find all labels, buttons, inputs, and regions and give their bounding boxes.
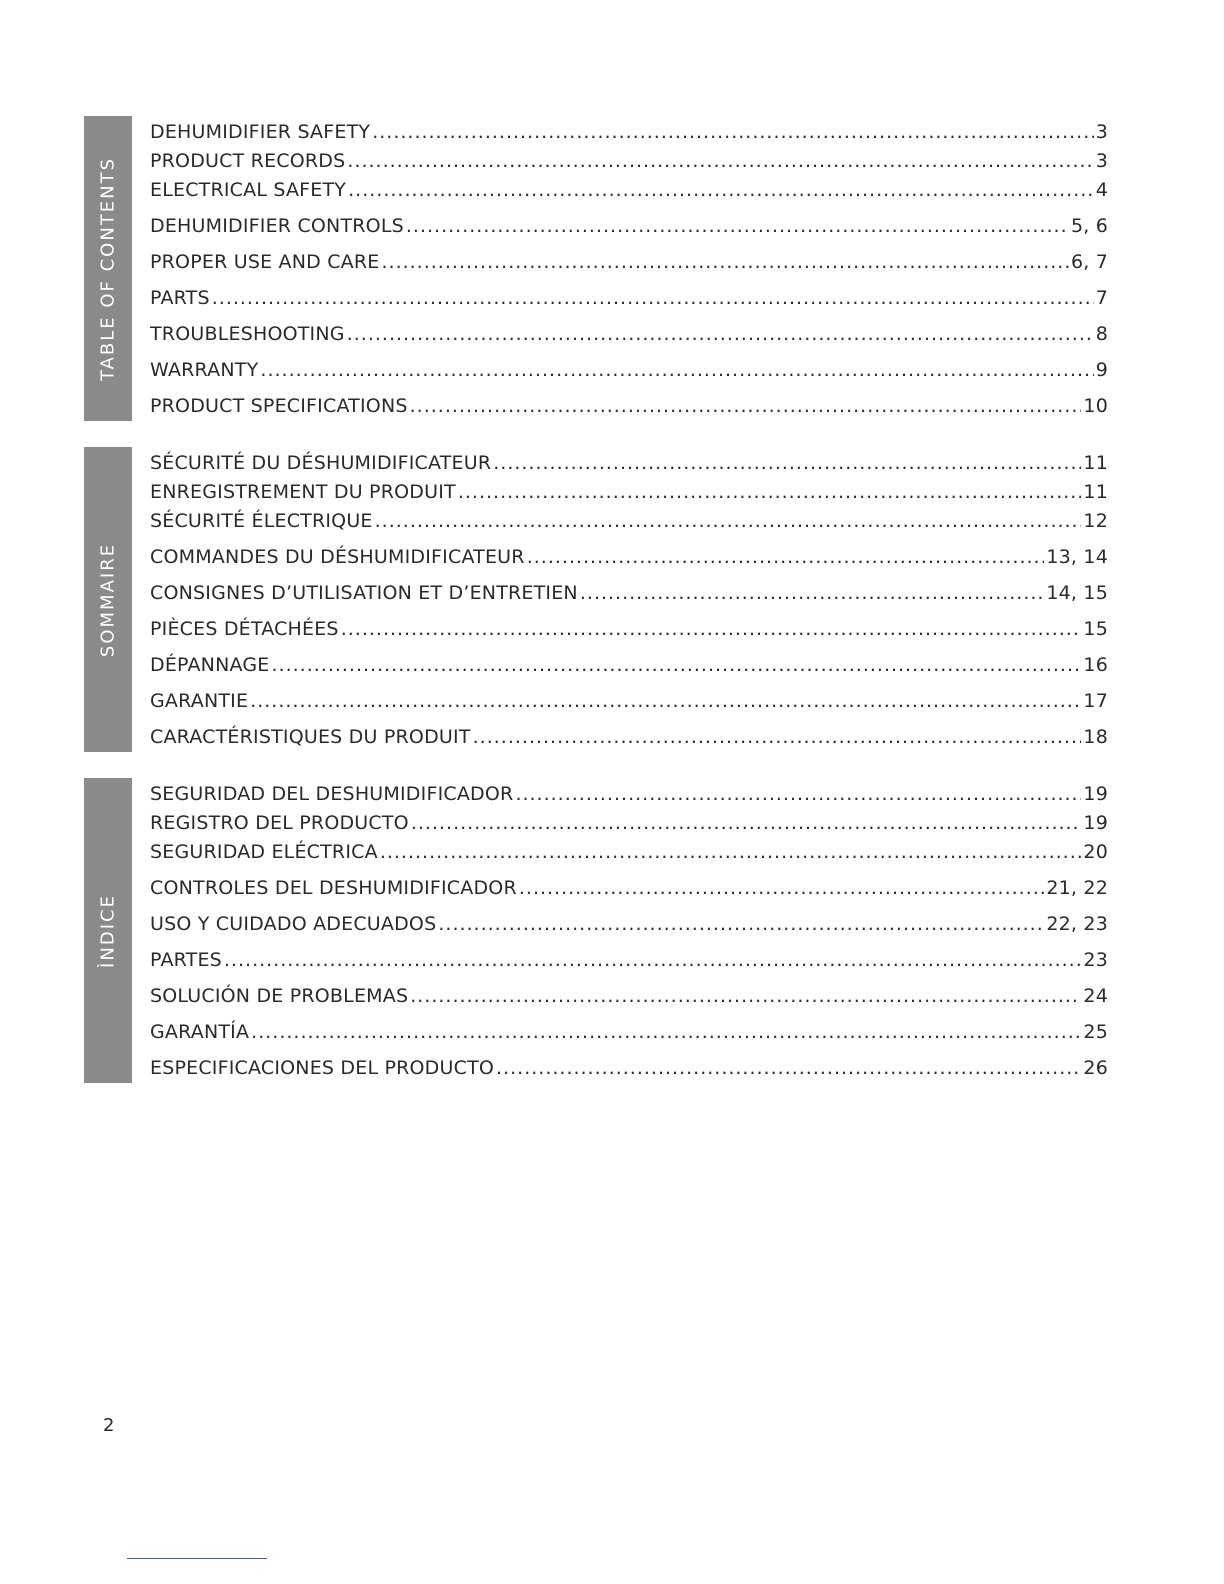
toc-entry[interactable] (150, 782, 1108, 806)
toc-entry-title: REGISTRO DEL PRODUCTO (150, 812, 409, 834)
toc-entry-page: 10 (1083, 395, 1108, 417)
toc-entry[interactable] (150, 509, 1108, 533)
dot-leader (224, 948, 1081, 972)
dot-leader (381, 250, 1068, 274)
toc-entry[interactable] (150, 120, 1108, 144)
toc-entry-page: 9 (1095, 359, 1108, 381)
dot-leader (347, 149, 1093, 173)
toc-entry-title: ELECTRICAL SAFETY (150, 179, 347, 201)
toc-entry[interactable] (150, 214, 1108, 238)
toc-entry-page: 24 (1083, 985, 1108, 1007)
toc-entry[interactable] (150, 149, 1108, 173)
toc-entry-title: PARTS (150, 287, 210, 309)
toc-entry-title: COMMANDES DU DÉSHUMIDIFICATEUR (150, 546, 525, 568)
toc-entry-page: 15 (1083, 618, 1108, 640)
dot-leader (580, 581, 1045, 605)
toc-entry-title: TROUBLESHOOTING (150, 323, 345, 345)
toc-entry-page: 3 (1095, 121, 1108, 143)
toc-entry-title: CARACTÉRISTIQUES DU PRODUIT (150, 726, 471, 748)
toc-entry-page: 16 (1083, 654, 1108, 676)
toc-entry-page: 17 (1083, 690, 1108, 712)
toc-entry-page: 13, 14 (1046, 546, 1108, 568)
section-tab (84, 778, 132, 1083)
toc-entry[interactable] (150, 912, 1108, 936)
toc-entry-page: 19 (1083, 783, 1108, 805)
dot-leader (251, 1020, 1081, 1044)
toc-entry-page: 19 (1083, 812, 1108, 834)
toc-entry-page: 14, 15 (1046, 582, 1108, 604)
toc-entry-page: 20 (1083, 841, 1108, 863)
toc-entry-title: USO Y CUIDADO ADECUADOS (150, 913, 437, 935)
toc-entry[interactable] (150, 394, 1108, 418)
toc-entry-title: PRODUCT SPECIFICATIONS (150, 395, 408, 417)
dot-leader (473, 725, 1082, 749)
dot-leader (347, 322, 1094, 346)
dot-leader (410, 394, 1082, 418)
toc-entry[interactable] (150, 1020, 1108, 1044)
toc-entry[interactable] (150, 480, 1108, 504)
toc-entry[interactable] (150, 250, 1108, 274)
dot-leader (458, 480, 1082, 504)
toc-entry[interactable] (150, 617, 1108, 641)
toc-entry-page: 26 (1083, 1057, 1108, 1079)
toc-entry-page: 3 (1095, 150, 1108, 172)
toc-entry-title: SEGURIDAD DEL DESHUMIDIFICADOR (150, 783, 514, 805)
toc-entry[interactable] (150, 286, 1108, 310)
toc-entry-page: 6, 7 (1070, 251, 1108, 273)
toc-entry-title: ENREGISTREMENT DU PRODUIT (150, 481, 456, 503)
toc-entry-title: SOLUCIÓN DE PROBLEMAS (150, 985, 409, 1007)
dot-leader (406, 214, 1069, 238)
dot-leader (272, 653, 1082, 677)
toc-entry[interactable] (150, 358, 1108, 382)
toc-entry-page: 21, 22 (1046, 877, 1108, 899)
toc-entry[interactable] (150, 545, 1108, 569)
dot-leader (250, 689, 1081, 713)
section-tab-label: ÌNDICE (97, 893, 119, 968)
toc-entry-page: 25 (1083, 1021, 1108, 1043)
dot-leader (375, 509, 1082, 533)
toc-entry-page: 11 (1083, 481, 1108, 503)
toc-entry-page: 22, 23 (1046, 913, 1108, 935)
toc-entry-page: 5, 6 (1070, 215, 1108, 237)
toc-entry[interactable] (150, 876, 1108, 900)
dot-leader (380, 840, 1082, 864)
toc-entry-title: GARANTÍA (150, 1021, 250, 1043)
dot-leader (260, 358, 1093, 382)
toc-entry-page: 23 (1083, 949, 1108, 971)
toc-entry-page: 11 (1083, 452, 1108, 474)
dot-leader (493, 451, 1081, 475)
toc-entry-title: CONSIGNES D’UTILISATION ET D’ENTRETIEN (150, 582, 578, 604)
dot-leader (372, 120, 1094, 144)
toc-entry[interactable] (150, 1056, 1108, 1080)
toc-entry-title: SÉCURITÉ DU DÉSHUMIDIFICATEUR (150, 452, 492, 474)
toc-entry[interactable] (150, 984, 1108, 1008)
toc-section-spanish (84, 778, 1108, 1083)
toc-entry-title: ESPECIFICACIONES DEL PRODUCTO (150, 1057, 495, 1079)
toc-section-english (84, 116, 1108, 421)
dot-leader (438, 912, 1044, 936)
page-number: 2 (103, 1415, 115, 1436)
toc-entry[interactable] (150, 178, 1108, 202)
dot-leader (519, 876, 1045, 900)
toc-entry[interactable] (150, 948, 1108, 972)
section-tab (84, 116, 132, 421)
dot-leader (348, 178, 1094, 202)
toc-entry[interactable] (150, 811, 1108, 835)
toc-entry[interactable] (150, 451, 1108, 475)
footer-divider (127, 1558, 267, 1559)
toc-entry[interactable] (150, 322, 1108, 346)
toc-entry-title: WARRANTY (150, 359, 259, 381)
toc-entry[interactable] (150, 840, 1108, 864)
toc-entry-title: PROPER USE AND CARE (150, 251, 380, 273)
toc-entry-title: SÉCURITÉ ÉLECTRIQUE (150, 510, 373, 532)
toc-entry-page: 7 (1095, 287, 1108, 309)
toc-entry-page: 12 (1083, 510, 1108, 532)
dot-leader (496, 1056, 1081, 1080)
dot-leader (527, 545, 1045, 569)
toc-entry-title: DÉPANNAGE (150, 654, 270, 676)
toc-entry[interactable] (150, 581, 1108, 605)
dot-leader (411, 811, 1082, 835)
dot-leader (212, 286, 1094, 310)
toc-entry-page: 18 (1083, 726, 1108, 748)
dot-leader (341, 617, 1082, 641)
dot-leader (515, 782, 1081, 806)
dot-leader (410, 984, 1081, 1008)
toc-section-french (84, 447, 1108, 752)
toc-entry-title: DEHUMIDIFIER CONTROLS (150, 215, 404, 237)
toc-entry-page: 4 (1095, 179, 1108, 201)
toc-entry[interactable] (150, 725, 1108, 749)
toc-entry-page: 8 (1095, 323, 1108, 345)
toc-entry-title: SEGURIDAD ELÉCTRICA (150, 841, 378, 863)
toc-entry-title: PARTES (150, 949, 222, 971)
toc-entry[interactable] (150, 653, 1108, 677)
section-tab-label: SOMMAIRE (97, 542, 119, 657)
toc-entry[interactable] (150, 689, 1108, 713)
toc-entry-title: DEHUMIDIFIER SAFETY (150, 121, 371, 143)
toc-entry-title: CONTROLES DEL DESHUMIDIFICADOR (150, 877, 517, 899)
section-tab-label: TABLE OF CONTENTS (97, 156, 119, 381)
toc-entry-title: GARANTIE (150, 690, 249, 712)
section-tab (84, 447, 132, 752)
toc-entry-title: PIÈCES DÉTACHÉES (150, 618, 339, 640)
toc-entry-title: PRODUCT RECORDS (150, 150, 346, 172)
